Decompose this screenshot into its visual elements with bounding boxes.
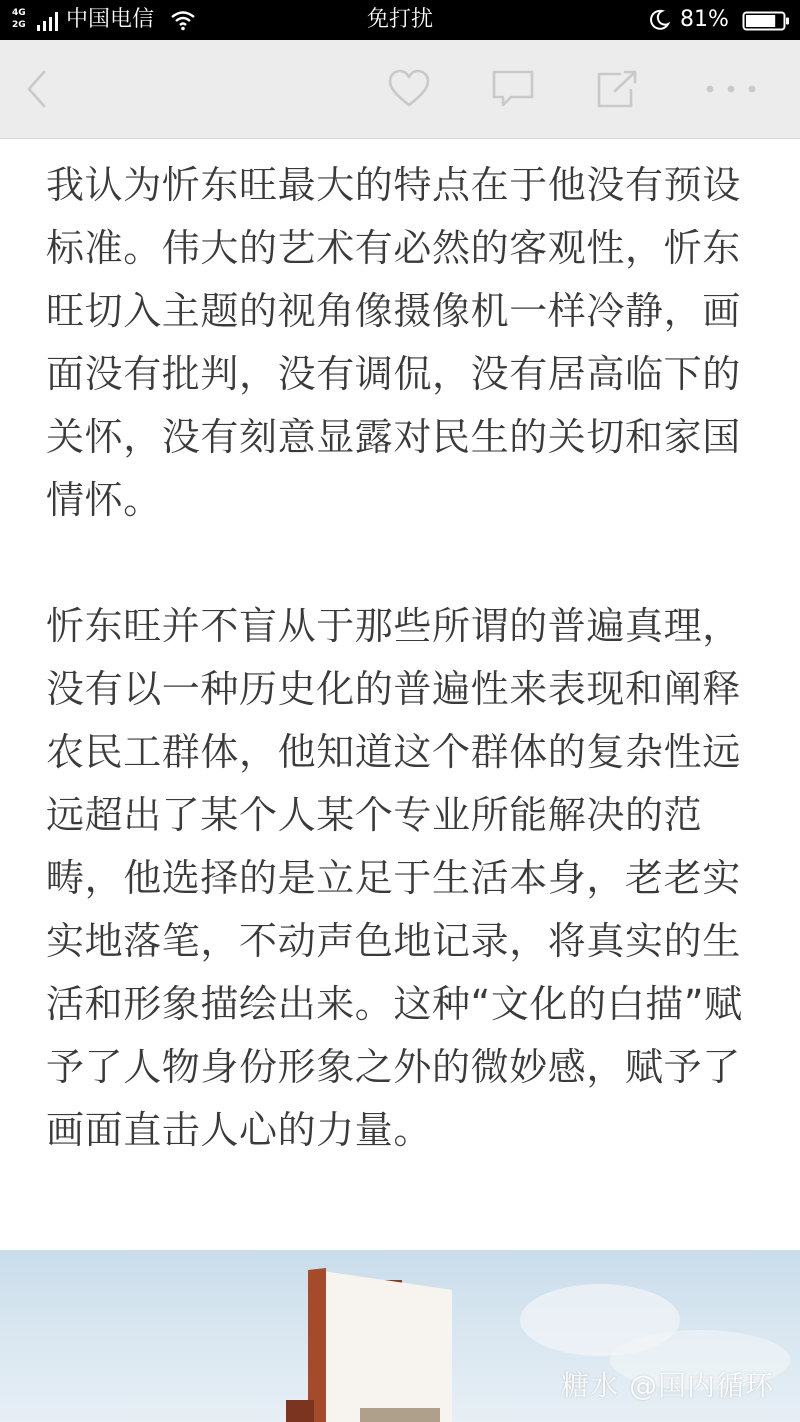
navigation-bar bbox=[0, 40, 800, 139]
network-bottom-label: 2G bbox=[12, 20, 26, 30]
do-not-disturb-label: 免打扰 bbox=[366, 7, 433, 32]
battery-icon bbox=[742, 10, 790, 32]
more-icon bbox=[703, 83, 759, 95]
status-bar bbox=[0, 0, 800, 40]
article-body bbox=[46, 140, 766, 1162]
network-type-icon bbox=[12, 7, 34, 33]
comment-button[interactable] bbox=[486, 60, 540, 118]
battery-percent: 81% bbox=[680, 7, 729, 32]
wifi-icon bbox=[170, 9, 196, 31]
article-photo bbox=[0, 1250, 800, 1422]
signal-icon bbox=[36, 10, 60, 32]
share-icon bbox=[595, 69, 639, 109]
more-button[interactable] bbox=[698, 60, 764, 118]
back-icon bbox=[24, 69, 50, 109]
heart-icon bbox=[387, 69, 431, 109]
paragraph-spacer bbox=[46, 532, 766, 595]
carrier-name: 中国电信 bbox=[66, 7, 155, 32]
back-button[interactable] bbox=[14, 60, 60, 118]
comment-icon bbox=[491, 69, 535, 109]
photo-watermark: 糖水 @国内循环 bbox=[561, 1369, 774, 1402]
article-paragraph-1: 我认为忻东旺最大的特点在于他没有预设标准。伟大的艺术有必然的客观性，忻东旺切入主题的视角像摄像机一样冷静，画面没有批判，没有调侃，没有居高临下的关怀，没有刻意显露对民生的关切和家国情怀。 bbox=[46, 163, 741, 522]
network-top-label: 4G bbox=[12, 8, 26, 18]
article-paragraph-2: 忻东旺并不盲从于那些所谓的普遍真理，没有以一种历史化的普遍性来表现和阐释农民工群体，他知道这个群体的复杂性远远超出了某个人某个专业所能解决的范畴，他选择的是立足于生活本身，老老实实地落笔，不动声色地记录，将真实的生活和形象描绘出来。这种“文化的白描”赋予了人物身份形象之外的微妙感，赋予了画面直击人心的力量。 bbox=[46, 604, 743, 1152]
like-button[interactable] bbox=[382, 60, 436, 118]
moon-icon bbox=[648, 8, 670, 32]
share-button[interactable] bbox=[590, 60, 644, 118]
